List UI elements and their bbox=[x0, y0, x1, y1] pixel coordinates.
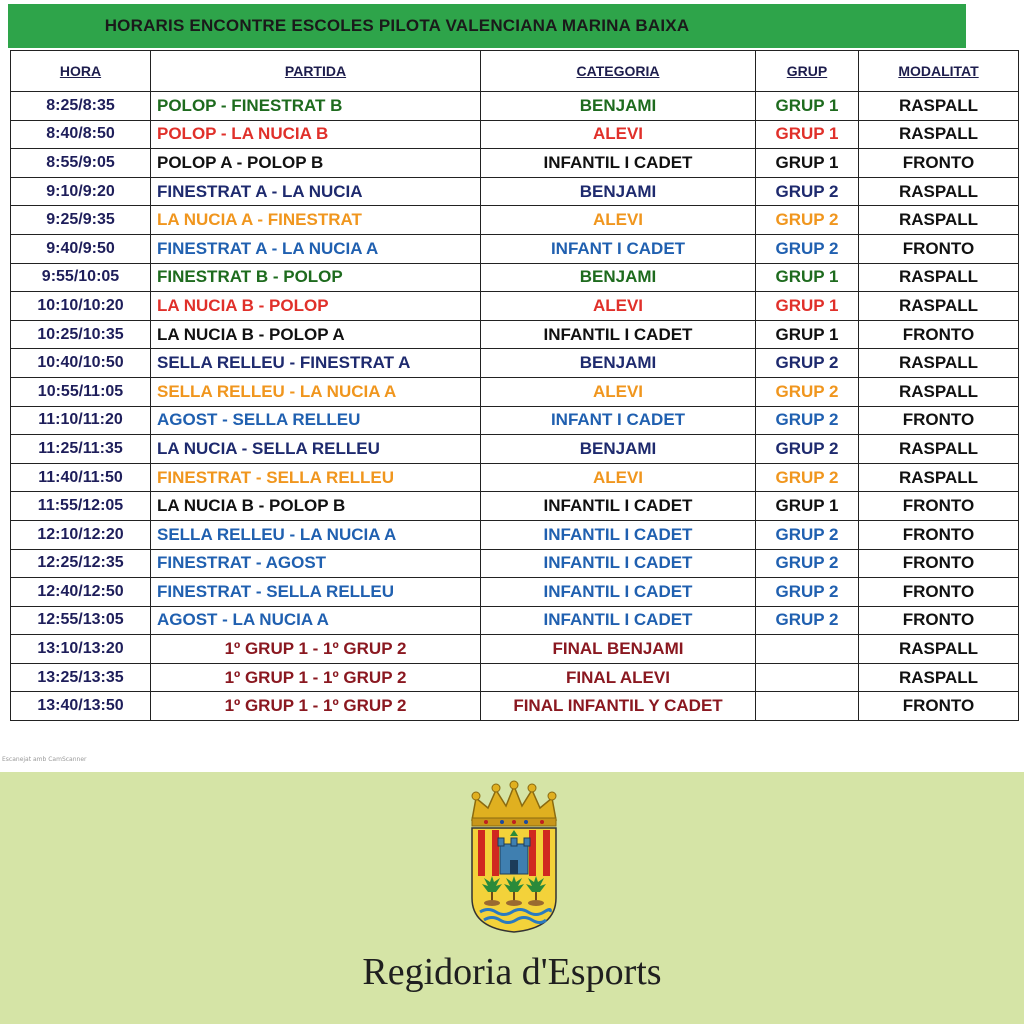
table-row bbox=[11, 692, 1019, 721]
header-row bbox=[11, 51, 1019, 92]
cell-categoria: ALEVI bbox=[481, 120, 756, 149]
cell-partida: 1º GRUP 1 - 1º GRUP 2 bbox=[151, 692, 481, 721]
schedule-rows bbox=[11, 92, 1019, 721]
cell-hora: 12:25/12:35 bbox=[11, 549, 151, 578]
cell-hora: 11:10/11:20 bbox=[11, 406, 151, 435]
cell-partida: 1º GRUP 1 - 1º GRUP 2 bbox=[151, 663, 481, 692]
cell-partida: FINESTRAT - SELLA RELLEU bbox=[151, 578, 481, 607]
cell-categoria: INFANT I CADET bbox=[481, 406, 756, 435]
cell-grup: GRUP 1 bbox=[756, 92, 859, 121]
cell-hora: 11:55/12:05 bbox=[11, 492, 151, 521]
cell-hora: 10:10/10:20 bbox=[11, 292, 151, 321]
cell-hora: 11:25/11:35 bbox=[11, 435, 151, 464]
cell-modalitat: RASPALL bbox=[859, 463, 1019, 492]
cell-partida: POLOP A - POLOP B bbox=[151, 149, 481, 178]
cell-partida: FINESTRAT - SELLA RELLEU bbox=[151, 463, 481, 492]
cell-partida: SELLA RELLEU - LA NUCIA A bbox=[151, 377, 481, 406]
cell-categoria: INFANTIL I CADET bbox=[481, 549, 756, 578]
cell-partida: LA NUCIA B - POLOP A bbox=[151, 320, 481, 349]
cell-categoria: FINAL ALEVI bbox=[481, 663, 756, 692]
cell-hora: 13:10/13:20 bbox=[11, 635, 151, 664]
page-title: HORARIS ENCONTRE ESCOLES PILOTA VALENCIANA MARINA BAIXA bbox=[104, 16, 690, 35]
header-grup: GRUP bbox=[756, 51, 859, 92]
cell-modalitat: RASPALL bbox=[859, 435, 1019, 464]
table-row bbox=[11, 206, 1019, 235]
cell-grup: GRUP 2 bbox=[756, 177, 859, 206]
table-row bbox=[11, 92, 1019, 121]
cell-modalitat: FRONTO bbox=[859, 520, 1019, 549]
cell-modalitat: FRONTO bbox=[859, 492, 1019, 521]
table-row bbox=[11, 177, 1019, 206]
cell-hora: 10:55/11:05 bbox=[11, 377, 151, 406]
cell-grup: GRUP 2 bbox=[756, 578, 859, 607]
cell-hora: 12:40/12:50 bbox=[11, 578, 151, 607]
table-row bbox=[11, 549, 1019, 578]
table-row bbox=[11, 435, 1019, 464]
cell-hora: 9:25/9:35 bbox=[11, 206, 151, 235]
cell-modalitat: RASPALL bbox=[859, 177, 1019, 206]
table-row bbox=[11, 120, 1019, 149]
cell-categoria: INFANTIL I CADET bbox=[481, 520, 756, 549]
cell-categoria: BENJAMI bbox=[481, 263, 756, 292]
cell-modalitat: RASPALL bbox=[859, 635, 1019, 664]
cell-grup: GRUP 2 bbox=[756, 406, 859, 435]
cell-categoria: ALEVI bbox=[481, 292, 756, 321]
cell-grup: GRUP 2 bbox=[756, 606, 859, 635]
cell-partida: SELLA RELLEU - LA NUCIA A bbox=[151, 520, 481, 549]
cell-modalitat: RASPALL bbox=[859, 377, 1019, 406]
cell-modalitat: FRONTO bbox=[859, 320, 1019, 349]
cell-modalitat: RASPALL bbox=[859, 349, 1019, 378]
cell-modalitat: FRONTO bbox=[859, 406, 1019, 435]
cell-hora: 9:10/9:20 bbox=[11, 177, 151, 206]
cell-grup: GRUP 2 bbox=[756, 349, 859, 378]
table-row bbox=[11, 234, 1019, 263]
cell-grup: GRUP 1 bbox=[756, 149, 859, 178]
cell-partida: FINESTRAT B - POLOP bbox=[151, 263, 481, 292]
cell-modalitat: FRONTO bbox=[859, 549, 1019, 578]
header-hora: HORA bbox=[11, 51, 151, 92]
cell-categoria: BENJAMI bbox=[481, 177, 756, 206]
cell-modalitat: RASPALL bbox=[859, 92, 1019, 121]
cell-partida: LA NUCIA B - POLOP bbox=[151, 292, 481, 321]
cell-partida: FINESTRAT A - LA NUCIA A bbox=[151, 234, 481, 263]
cell-grup: GRUP 2 bbox=[756, 435, 859, 464]
table-row bbox=[11, 463, 1019, 492]
table-row bbox=[11, 406, 1019, 435]
table-row bbox=[11, 520, 1019, 549]
cell-hora: 8:40/8:50 bbox=[11, 120, 151, 149]
cell-hora: 10:40/10:50 bbox=[11, 349, 151, 378]
cell-hora: 12:55/13:05 bbox=[11, 606, 151, 635]
header-partida: PARTIDA bbox=[151, 51, 481, 92]
cell-partida: LA NUCIA B - POLOP B bbox=[151, 492, 481, 521]
cell-partida: 1º GRUP 1 - 1º GRUP 2 bbox=[151, 635, 481, 664]
cell-partida: POLOP - FINESTRAT B bbox=[151, 92, 481, 121]
schedule-table-wrap bbox=[10, 50, 1018, 721]
cell-categoria: ALEVI bbox=[481, 206, 756, 235]
cell-modalitat: RASPALL bbox=[859, 292, 1019, 321]
cell-modalitat: FRONTO bbox=[859, 149, 1019, 178]
cell-categoria: BENJAMI bbox=[481, 349, 756, 378]
cell-partida: POLOP - LA NUCIA B bbox=[151, 120, 481, 149]
table-row bbox=[11, 320, 1019, 349]
cell-grup: GRUP 2 bbox=[756, 234, 859, 263]
cell-categoria: INFANT I CADET bbox=[481, 234, 756, 263]
scan-watermark: Escanejat amb CamScanner bbox=[2, 756, 87, 763]
cell-grup: GRUP 1 bbox=[756, 263, 859, 292]
cell-partida: FINESTRAT - AGOST bbox=[151, 549, 481, 578]
cell-grup: GRUP 2 bbox=[756, 206, 859, 235]
cell-modalitat: RASPALL bbox=[859, 120, 1019, 149]
cell-modalitat: RASPALL bbox=[859, 663, 1019, 692]
cell-grup: GRUP 1 bbox=[756, 320, 859, 349]
table-row bbox=[11, 606, 1019, 635]
table-row bbox=[11, 349, 1019, 378]
table-row bbox=[11, 149, 1019, 178]
cell-partida: SELLA RELLEU - FINESTRAT A bbox=[151, 349, 481, 378]
cell-modalitat: FRONTO bbox=[859, 234, 1019, 263]
cell-grup: GRUP 2 bbox=[756, 377, 859, 406]
table-row bbox=[11, 492, 1019, 521]
table-row bbox=[11, 635, 1019, 664]
cell-modalitat: RASPALL bbox=[859, 263, 1019, 292]
table-row bbox=[11, 263, 1019, 292]
cell-grup: GRUP 1 bbox=[756, 492, 859, 521]
cell-categoria: BENJAMI bbox=[481, 435, 756, 464]
cell-grup: GRUP 2 bbox=[756, 520, 859, 549]
cell-hora: 13:25/13:35 bbox=[11, 663, 151, 692]
cell-hora: 8:55/9:05 bbox=[11, 149, 151, 178]
cell-partida: AGOST - SELLA RELLEU bbox=[151, 406, 481, 435]
cell-grup: GRUP 2 bbox=[756, 463, 859, 492]
cell-partida: LA NUCIA A - FINESTRAT bbox=[151, 206, 481, 235]
title-bar bbox=[8, 4, 966, 48]
cell-partida: LA NUCIA - SELLA RELLEU bbox=[151, 435, 481, 464]
header-categoria: CATEGORIA bbox=[481, 51, 756, 92]
cell-partida: AGOST - LA NUCIA A bbox=[151, 606, 481, 635]
cell-grup bbox=[756, 663, 859, 692]
municipal-coat-of-arms-icon bbox=[466, 780, 562, 934]
cell-hora: 11:40/11:50 bbox=[11, 463, 151, 492]
cell-modalitat: FRONTO bbox=[859, 606, 1019, 635]
cell-categoria: INFANTIL I CADET bbox=[481, 320, 756, 349]
cell-grup: GRUP 2 bbox=[756, 549, 859, 578]
cell-hora: 8:25/8:35 bbox=[11, 92, 151, 121]
table-row bbox=[11, 377, 1019, 406]
cell-categoria: BENJAMI bbox=[481, 92, 756, 121]
cell-grup bbox=[756, 692, 859, 721]
cell-modalitat: RASPALL bbox=[859, 206, 1019, 235]
cell-grup: GRUP 1 bbox=[756, 292, 859, 321]
cell-categoria: INFANTIL I CADET bbox=[481, 492, 756, 521]
schedule-table bbox=[10, 50, 1019, 721]
cell-hora: 9:55/10:05 bbox=[11, 263, 151, 292]
cell-hora: 9:40/9:50 bbox=[11, 234, 151, 263]
cell-categoria: INFANTIL I CADET bbox=[481, 149, 756, 178]
table-row bbox=[11, 578, 1019, 607]
footer-title: Regidoria d'Esports bbox=[362, 951, 662, 993]
cell-partida: FINESTRAT A - LA NUCIA bbox=[151, 177, 481, 206]
cell-grup: GRUP 1 bbox=[756, 120, 859, 149]
cell-hora: 12:10/12:20 bbox=[11, 520, 151, 549]
cell-categoria: ALEVI bbox=[481, 377, 756, 406]
cell-categoria: INFANTIL I CADET bbox=[481, 578, 756, 607]
cell-categoria: FINAL BENJAMI bbox=[481, 635, 756, 664]
cell-categoria: FINAL INFANTIL Y CADET bbox=[481, 692, 756, 721]
cell-hora: 13:40/13:50 bbox=[11, 692, 151, 721]
cell-hora: 10:25/10:35 bbox=[11, 320, 151, 349]
cell-categoria: ALEVI bbox=[481, 463, 756, 492]
header-modalitat: MODALITAT bbox=[859, 51, 1019, 92]
table-row bbox=[11, 292, 1019, 321]
cell-grup bbox=[756, 635, 859, 664]
cell-modalitat: FRONTO bbox=[859, 692, 1019, 721]
cell-categoria: INFANTIL I CADET bbox=[481, 606, 756, 635]
table-row bbox=[11, 663, 1019, 692]
cell-modalitat: FRONTO bbox=[859, 578, 1019, 607]
